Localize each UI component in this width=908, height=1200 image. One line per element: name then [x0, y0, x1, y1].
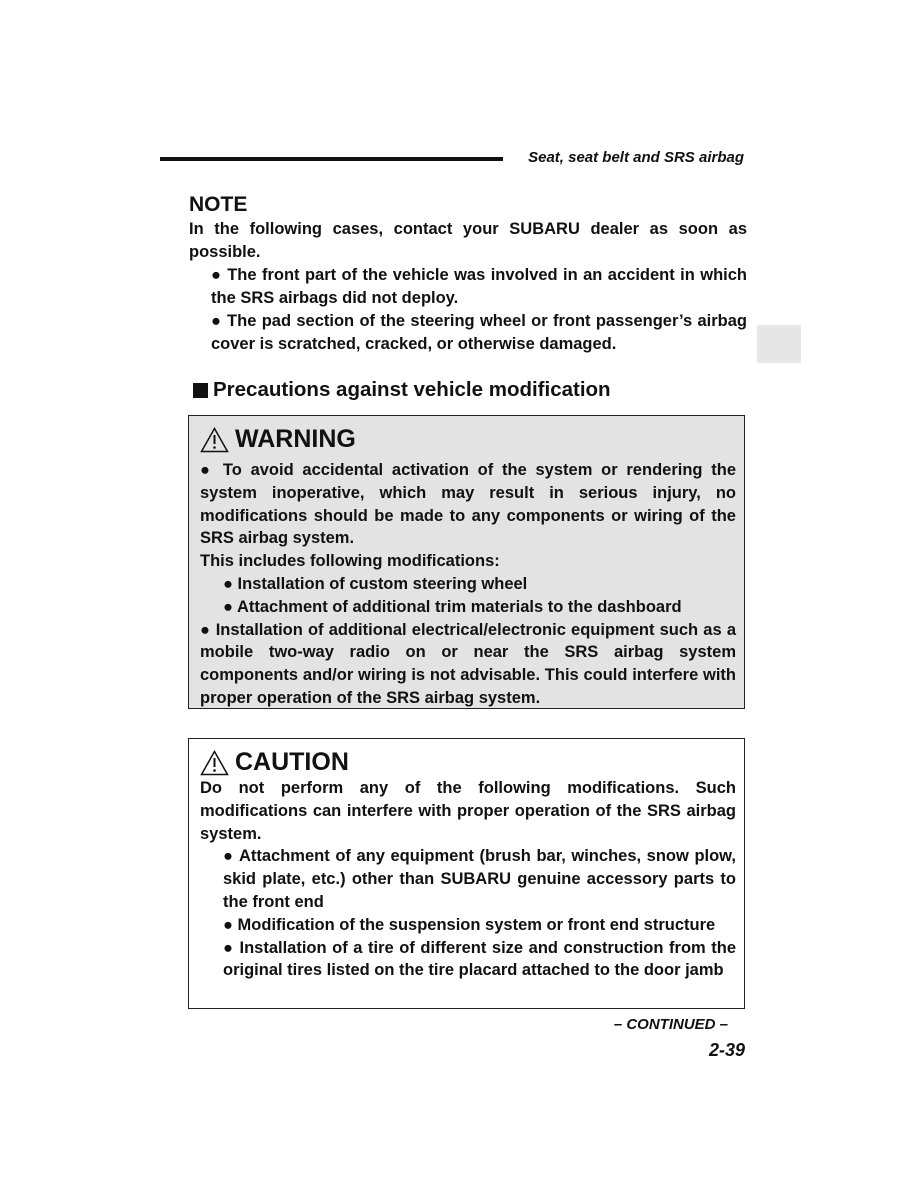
square-bullet-icon	[193, 383, 208, 398]
warning-box	[188, 415, 745, 709]
caution-item: ● Installation of a tire of different size and construction from the original tires listed on the tire placard attached to the door jamb	[223, 938, 736, 980]
precautions-heading	[193, 378, 611, 402]
caution-body	[200, 777, 736, 982]
caution-item: ● Attachment of any equipment (brush bar, winches, snow plow, skid plate, etc.) other than SUBARU genuine accessory parts to the front end	[223, 847, 736, 911]
chapter-tab	[757, 325, 801, 363]
page-number: 2-39	[708, 1040, 745, 1060]
warning-title-text: WARNING	[235, 425, 356, 453]
warning-title	[200, 425, 356, 454]
note-bullet: ● The pad section of the steering wheel or front passenger’s airbag cover is scratched, cracked, or otherwise damaged.	[211, 312, 747, 353]
caution-title	[200, 748, 349, 777]
note-intro: In the following cases, contact your SUBARU dealer as soon as possible.	[189, 220, 747, 261]
note-body	[189, 218, 747, 356]
header-rule	[160, 157, 503, 161]
caution-title-text: CAUTION	[235, 748, 349, 776]
caution-triangle-icon	[200, 750, 229, 776]
section-title: Seat, seat belt and SRS airbag	[528, 149, 744, 166]
continued-label: – CONTINUED –	[613, 1016, 728, 1033]
warning-paragraph: This includes following modifications:	[200, 552, 500, 571]
warning-paragraph: ● To avoid accidental activation of the system or rendering the system inoperative, which may result in serious injury, no modifications should be made to any components or wiring of the SRS airbag system.	[200, 461, 736, 548]
warning-triangle-icon	[200, 427, 229, 453]
note-heading: NOTE	[189, 193, 248, 216]
warning-subitem: ● Installation of custom steering wheel	[223, 574, 528, 593]
precautions-heading-text: Precautions against vehicle modification	[213, 378, 611, 401]
warning-subitem: ● Attachment of additional trim materials to the dashboard	[223, 597, 682, 616]
warning-paragraph: ● Installation of additional electrical/electronic equipment such as a mobile two-way radio on or near the SRS airbag system components and/or wiring is not advisable. This could interfere with proper operation of the SRS airbag system.	[200, 620, 736, 707]
caution-item: ● Modification of the suspension system or front end structure	[223, 915, 716, 934]
caution-intro: Do not perform any of the following modifications. Such modifications can interfere with proper operation of the SRS airbag system.	[200, 779, 736, 843]
note-bullet: ● The front part of the vehicle was involved in an accident in which the SRS airbags did not deploy.	[211, 266, 747, 307]
warning-body	[200, 459, 736, 710]
caution-box	[188, 738, 745, 1009]
